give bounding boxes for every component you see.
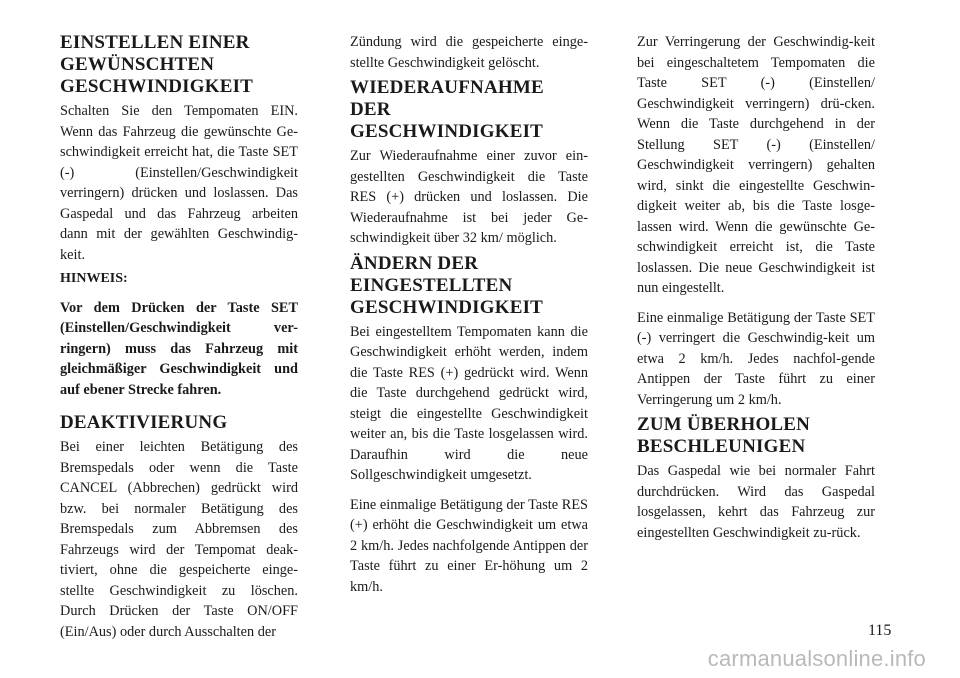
paragraph-einstellen: Schalten Sie den Tempomaten EIN. Wenn das Fahrzeug die gewünschte Ge-schwindigkeit erreicht hat, die Taste SET (-) (Einstellen/Geschwindigkeit verringern) drücken und loslassen. Das Gaspedal und das Fahrzeug arbeiten dann mit der gewählten Geschwindig-keit.	[60, 103, 298, 263]
page-number: 115	[868, 622, 892, 639]
text-column-3	[637, 32, 875, 552]
note-label: HINWEIS:	[60, 271, 128, 286]
note-text: Vor dem Drücken der Taste SET (Einstellen/Geschwindigkeit ver-ringern) muss das Fahrzeug mit gleichmäßiger Geschwindigkeit und auf ebener Strecke fahren.	[60, 299, 298, 398]
paragraph-aendern: Bei eingestelltem Tempomaten kann die Geschwindigkeit erhöht werden, indem die Taste RES (+) gedrückt wird. Wenn die Taste durchgehend gedrückt wird, steigt die eingestellte Geschwindigkeit weiter an, bis die Taste losgelassen wird. Daraufhin wird die neue Sollgeschwindigkeit umgesetzt.	[350, 323, 588, 483]
heading-ueberholen: ZUM ÜBERHOLEN BESCHLEUNIGEN	[637, 414, 811, 457]
paragraph-einmalige-set: Eine einmalige Betätigung der Taste SET (-) verringert die Geschwindig-keit um etwa 2 km/h. Jedes nachfol-gende Antippen der Taste führt zu einer Verringerung um 2 km/h.	[637, 309, 875, 408]
text-column-2	[350, 32, 588, 606]
watermark-text: carmanualsonline.info	[707, 646, 926, 671]
paragraph-verringerung: Zur Verringerung der Geschwindig-keit bei eingeschaltetem Tempomaten die Taste SET (-) (Einstellen/ Geschwindigkeit verringern) drü-cken. Wenn die Taste durchgehend in der Stellung SET (-) (Einstellen/ Geschwindigkeit verringern) gehalten wird, sinkt die eingestellte Geschwin-digkeit weiter ab, bis die Taste losge-lassen wird. Wenn die gewünschte Ge-schwindigkeit erreicht ist, die Taste loslassen. Die neue Geschwindigkeit ist nun eingestellt.	[637, 34, 875, 296]
paragraph-continued: Zündung wird die gespeicherte einge-stellte Geschwindigkeit gelöscht.	[350, 34, 588, 71]
paragraph-ueberholen: Das Gaspedal wie bei normaler Fahrt durchdrücken. Wird das Gaspedal losgelassen, kehrt das Fahrzeug zur eingestellten Geschwindigkeit zu-rück.	[637, 463, 875, 541]
heading-aendern: ÄNDERN DER EINGESTELLTEN GESCHWINDIGKEIT	[350, 252, 544, 318]
heading-wiederaufnahme: WIEDERAUFNAHME DER GESCHWINDIGKEIT	[350, 77, 544, 142]
paragraph-deaktivierung: Bei einer leichten Betätigung des Bremspedals oder wenn die Taste CANCEL (Abbrechen) gedrückt wird bzw. bei normaler Betätigung des Bremspedals zum Abbremsen des Fahrzeugs wird der Tempomat deak-tiviert, ohne die gespeicherte einge-stellte Geschwindigkeit zu löschen. Durch Drücken der Taste ON/OFF (Ein/Aus) oder durch Ausschalten der	[60, 439, 298, 640]
text-column-1	[60, 32, 298, 651]
paragraph-einmalige-res: Eine einmalige Betätigung der Taste RES (+) erhöht die Geschwindigkeit um etwa 2 km/h. Jedes nachfolgende Antippen der Taste führt zu einer Er-höhung um 2 km/h.	[350, 496, 588, 595]
paragraph-wiederaufnahme: Zur Wiederaufnahme einer zuvor ein-gestellten Geschwindigkeit die Taste RES (+) drücken und loslassen. Die Wiederaufnahme ist bei jeder Ge-schwindigkeit über 32 km/ möglich.	[350, 148, 588, 246]
heading-einstellen: EINSTELLEN EINER GEWÜNSCHTEN GESCHWINDIGKEIT	[60, 32, 254, 97]
heading-deaktivierung: DEAKTIVIERUNG	[60, 412, 228, 433]
